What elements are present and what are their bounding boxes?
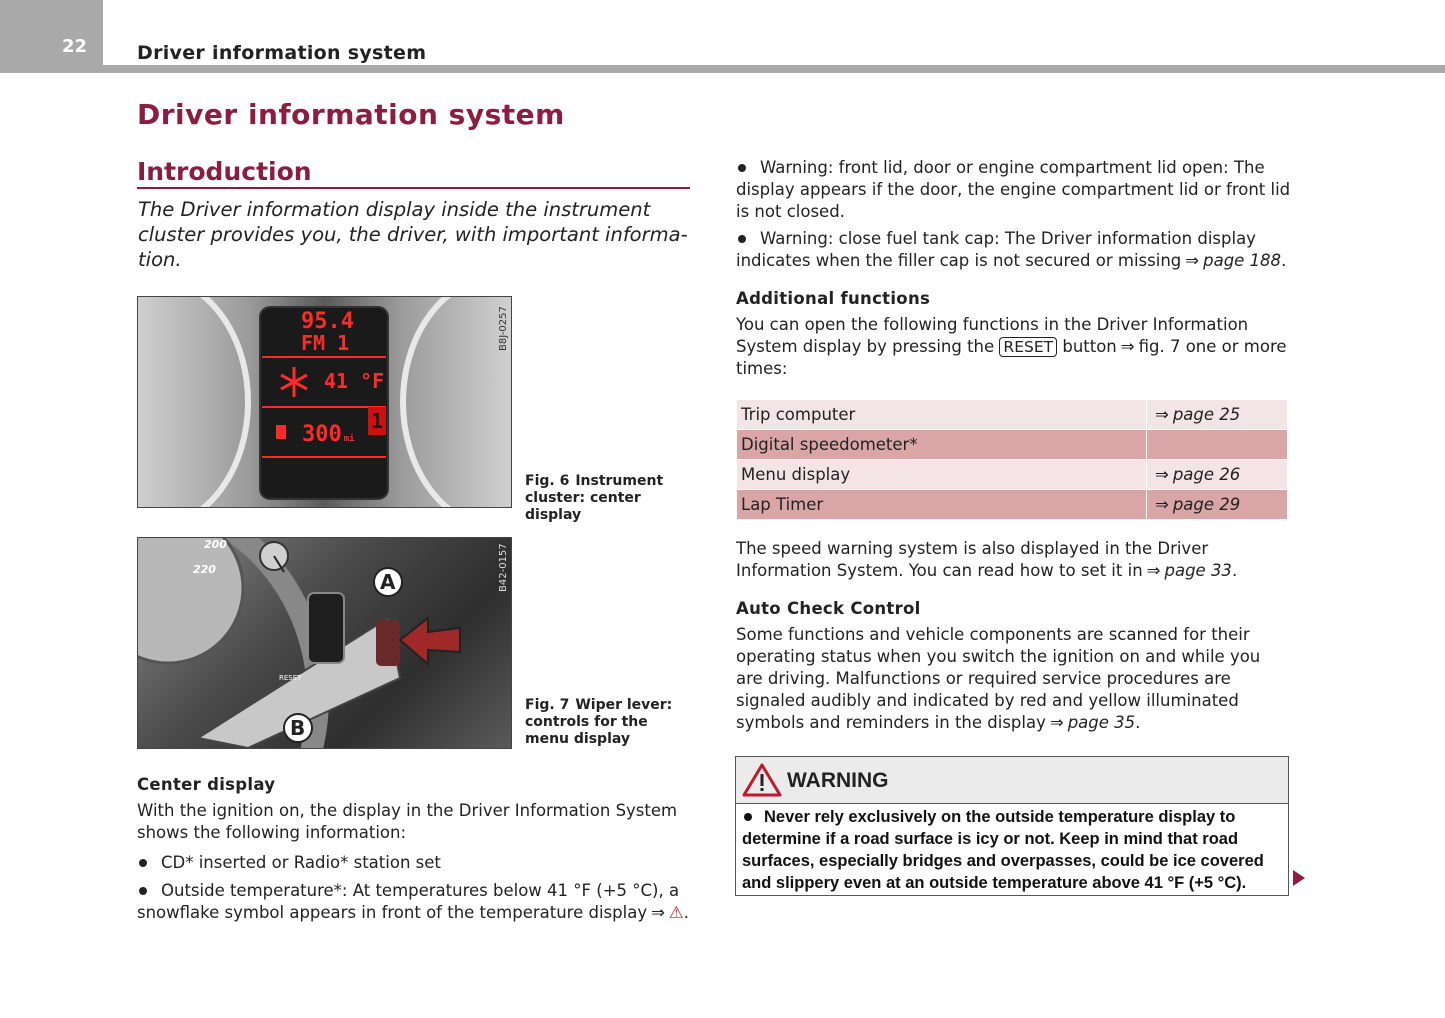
table-row [737, 490, 1288, 520]
display-frequency: 95.4 [301, 309, 354, 334]
page-title: Driver information system [137, 98, 565, 131]
reset-key-label: RESET [999, 337, 1057, 357]
bullet-text: Warning: close fuel tank cap: The Driver information display indicates when the filler cap is not secured or missing [736, 229, 1256, 270]
bullet-text: Warning: front lid, door or engine compartment lid open: The display appears if the door, the engine compartment lid or front lid is not closed. [736, 158, 1291, 221]
display-band: FM 1 [301, 331, 350, 355]
intro-text: The Driver information display inside the instrument cluster provides you, the driver, with important informa- tion. [138, 198, 688, 271]
warning-header [736, 757, 1288, 804]
bullet-fuel-cap: Warning: close fuel tank cap: The Driver information display indicates when the filler cap is not secured or missing ⇒ page 188. [736, 229, 1287, 270]
caption-fig6 [525, 473, 695, 524]
label-a: A [380, 570, 396, 594]
function-ref [1147, 430, 1288, 460]
additional-text-after: button [1062, 337, 1117, 356]
bullet-cd-radio [137, 852, 692, 874]
arrow-icon: ⇒ [1155, 495, 1169, 514]
bullet-text: CD* inserted or Radio* station set [161, 853, 441, 872]
page-ref-link[interactable]: page 33 [1164, 561, 1232, 580]
auto-check-text: Some functions and vehicle components are scanned for their operating status when you switch the ignition on and while you are driving. Malfunctions or required service procedures are signaled audibly and indicated by red and yellow illuminated symbols and reminders in the display ⇒ page 35. [736, 625, 1261, 732]
bullet-dot [738, 164, 746, 172]
warning-title: WARNING [787, 769, 889, 792]
heading-center-display: Center display [137, 775, 276, 794]
bullet-dot [738, 235, 746, 243]
section-heading-introduction: Introduction [137, 157, 312, 186]
figure-code: B42-0157 [498, 543, 509, 592]
page-ref-link[interactable]: page 35 [1067, 713, 1136, 732]
arrow-icon: ⇒ [1155, 465, 1169, 484]
caption-number: Fig. 7 [525, 697, 570, 713]
table-row [737, 400, 1288, 430]
caption-text: Instrument cluster: center display [525, 473, 664, 523]
function-name: Lap Timer [737, 490, 1147, 520]
function-name: Digital speedometer* [737, 430, 1147, 460]
arrow-icon: ⇒ [1146, 561, 1161, 580]
functions-table [736, 399, 1288, 520]
fuel-icon [276, 425, 286, 439]
heading-additional-functions: Additional functions [736, 289, 931, 308]
arrow-icon [400, 618, 460, 664]
display-range [302, 422, 355, 447]
figure-wiper-lever [137, 537, 512, 749]
warning-body: Never rely exclusively on the outside temperature display to determine if a road surface is icy or not. Keep in mind that road surfaces, especially bridges and overpasses, could be ice covered and slippery even at an outside temperature above 41 °F (+5 °C). [742, 808, 1264, 892]
bullet-dot [139, 859, 147, 867]
bullet-dot [744, 813, 752, 821]
function-ref[interactable] [1147, 460, 1288, 490]
speed-warning-body: The speed warning system is also displayed in the Driver Information System. You can read how to set it in [736, 539, 1209, 580]
figure-ref-link[interactable]: fig. 7 one or more times: [736, 337, 1287, 378]
function-name: Menu display [737, 460, 1147, 490]
arrow-icon: ⇒ [1049, 713, 1064, 732]
bullet-dot [139, 887, 147, 895]
additional-text [736, 314, 1291, 380]
function-name: Trip computer [737, 400, 1147, 430]
reset-label: RESET [279, 674, 302, 682]
auto-check-body: Some functions and vehicle components are scanned for their operating status when you switch the ignition on and while you are driving. Malfunctions or required service procedures are signaled audibly and indicated by red and yellow illuminated symbols and reminders in the display [736, 625, 1261, 732]
range-unit: mi [343, 434, 355, 444]
arrow-icon: ⇒ [1120, 337, 1135, 356]
page-ref-link[interactable]: page 26 [1172, 465, 1241, 484]
speed-warning-text: The speed warning system is also displayed in the Driver Information System. You can read how to set it in ⇒ page 33. [736, 539, 1238, 580]
warning-text [742, 806, 1286, 894]
warning-box [735, 756, 1289, 896]
arrow-icon: ⇒ [1155, 405, 1169, 424]
continue-arrow-icon [1293, 870, 1305, 886]
arrow-icon: ⇒ [1185, 251, 1200, 270]
heading-auto-check: Auto Check Control [736, 599, 921, 618]
additional-text-before: You can open the following functions in the Driver Information System display by pressing the [736, 315, 1249, 356]
bullet-text: Outside temperature*: At temperatures below 41 °F (+5 °C), a snowflake symbol appears in front of the temperature display [137, 881, 680, 922]
function-ref[interactable] [1147, 490, 1288, 520]
header-rule [103, 65, 1445, 73]
center-display-text: With the ignition on, the display in the Driver Information System shows the following information: [137, 801, 678, 842]
running-head: Driver information system [137, 42, 427, 64]
function-ref[interactable] [1147, 400, 1288, 430]
display-gear: 1 [371, 409, 384, 433]
caption-fig7 [525, 697, 695, 748]
label-b: B [290, 716, 306, 740]
display-temperature: 41 °F [324, 369, 385, 393]
table-row [737, 460, 1288, 490]
caption-text: Wiper lever: controls for the menu display [525, 697, 673, 747]
section-rule [137, 187, 690, 189]
table-row [737, 430, 1288, 460]
warning-triangle-icon [742, 762, 782, 798]
arrow-icon: ⇒ [651, 903, 665, 922]
page-number-tab [0, 0, 103, 73]
figure-code: B8J-0257 [498, 306, 509, 351]
figure-instrument-cluster [137, 296, 512, 508]
bullet-outside-temp: Outside temperature*: At temperatures below 41 °F (+5 °C), a snowflake symbol appears in front of the temperature display ⇒ ⚠. [137, 881, 689, 922]
page-ref-link[interactable]: page 29 [1172, 495, 1241, 514]
page-ref-link[interactable]: page 188 [1203, 251, 1282, 270]
warning-icon[interactable]: ⚠ [668, 903, 684, 922]
page-ref-link[interactable]: page 25 [1172, 405, 1241, 424]
range-value: 300 [302, 422, 342, 447]
speed-label-200: 200 [204, 538, 227, 551]
caption-number: Fig. 6 [525, 473, 570, 489]
speed-label-220: 220 [193, 563, 216, 576]
page-number: 22 [62, 36, 88, 57]
bullet-lid-open [736, 157, 1291, 223]
